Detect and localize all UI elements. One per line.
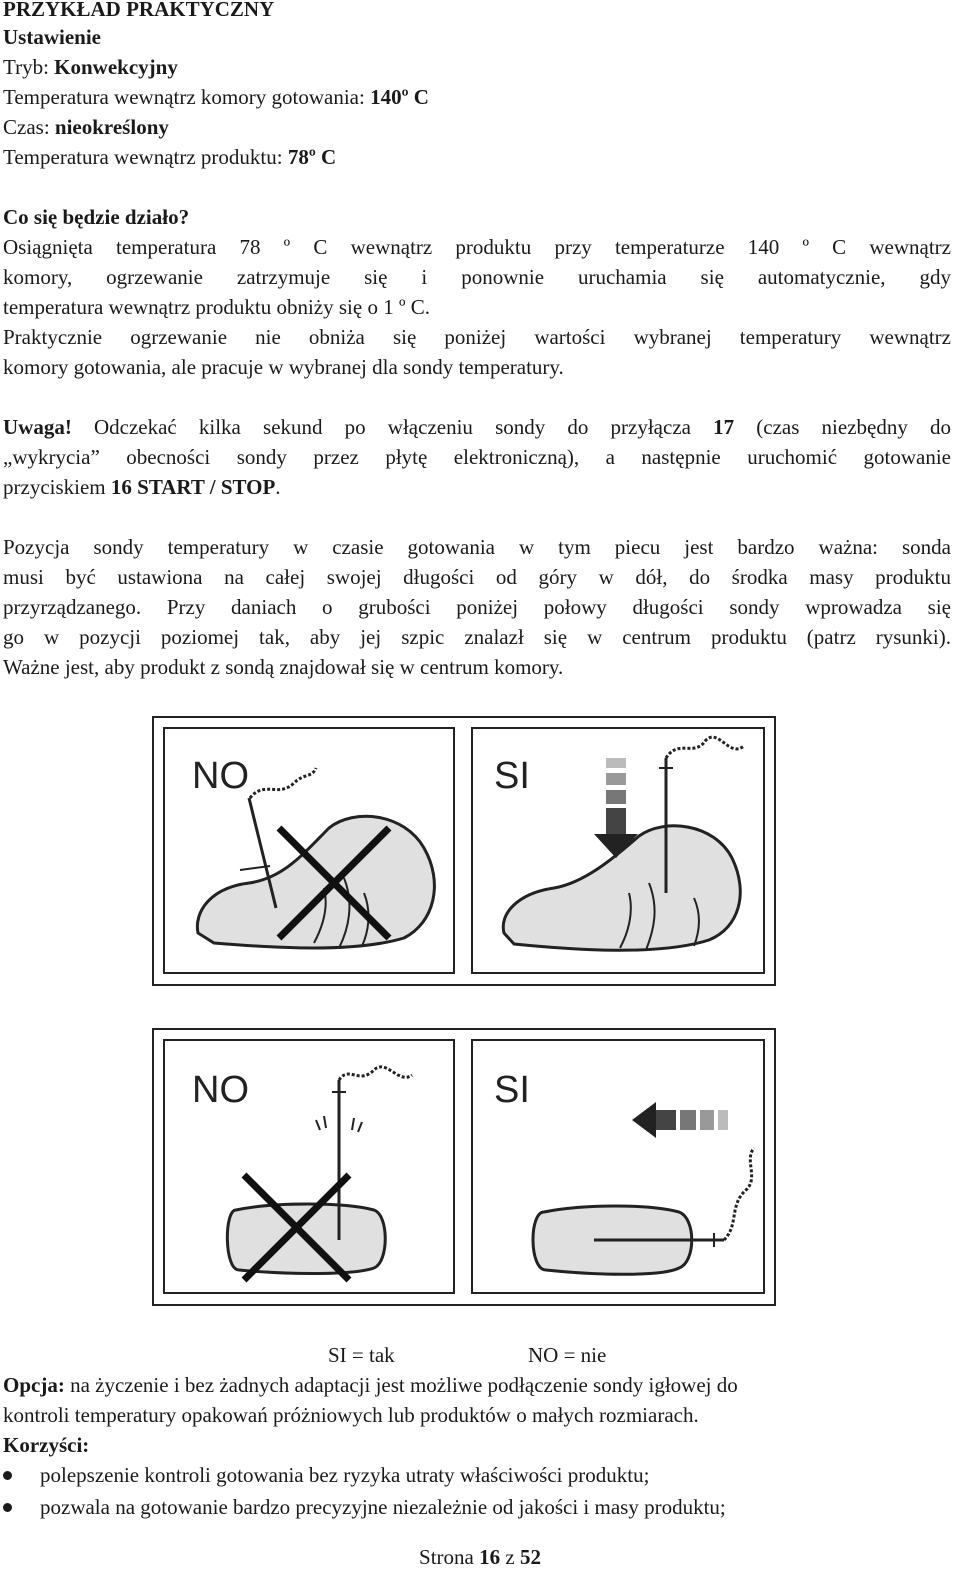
mode-line: Tryb: Konwekcyjny — [3, 55, 178, 79]
meat-roast-illustration — [197, 816, 434, 948]
probe-position-paragraph: Pozycja sondy temperatury w czasie gotowania w tym piecu jest bardzo ważna: sonda musi być ustawiona na całej swojej długości od góry w dół, do środka masy produktu przyrządzanego. Przy daniach o grubości poniżej połowy długości sondy wprowadza się go w pozycji poziomej tak, aby jej szpic znalazł się w centrum produktu (patrz rysunki). Ważne jest, aby produkt z sondą znajdował się w centrum komory. — [3, 535, 951, 679]
what-happens-heading: Co się będzie działo? — [3, 205, 190, 229]
legend-si: SI = tak — [328, 1343, 395, 1367]
page-footer: Strona 16 z 52 — [419, 1545, 541, 1569]
time-line: Czas: nieokreślony — [3, 115, 169, 139]
what-happens-paragraph-2: Praktycznie ogrzewanie nie obniża się poniżej wartości wybranej temperatury wewnątrz komory gotowania, ale pracuje w wybranej dla sondy temperatury. — [3, 325, 951, 379]
figure-panel-top — [152, 716, 776, 986]
section-title: PRZYKŁAD PRAKTYCZNY — [3, 0, 275, 21]
list-item: pozwala na gotowanie bardzo precyzyjne niezależnie od jakości i masy produktu; — [0, 1492, 960, 1524]
legend-no: NO = nie — [528, 1343, 607, 1367]
what-happens-paragraph-1: Osiągnięta temperatura 78 º C wewnątrz produktu przy temperaturze 140 º C wewnątrz komory, ogrzewanie zatrzymuje się i ponownie uruchamia się automatycznie, gdy temperatura wewnątrz produktu obniży się o 1 º C. — [3, 235, 951, 319]
list-item: polepszenie kontroli gotowania bez ryzyka utraty właściwości produktu; — [0, 1460, 960, 1492]
benefits-heading: Korzyści: — [3, 1433, 90, 1457]
figure-panel-bottom — [152, 1028, 776, 1306]
probe-diagram-bottom — [154, 1030, 774, 1304]
option-line-2: kontroli temperatury opakowań próżniowych lub produktów o małych rozmiarach. — [3, 1403, 699, 1427]
bullet-icon — [3, 1503, 12, 1512]
bullet-icon — [3, 1471, 12, 1480]
si-label-bottom: SI — [494, 1069, 530, 1111]
warning-paragraph: Uwaga! Odczekać kilka sekund po włączeniu sondy do przyłącza 17 (czas niezbędny do „wykrycia” obecności sondy przez płytę elektroniczną), a następnie uruchomić gotowanie przyciskiem 16 START / STOP. — [3, 415, 951, 499]
no-label-top: NO — [192, 755, 249, 797]
chamber-temp-line: Temperatura wewnątrz komory gotowania: 140º C — [3, 85, 429, 109]
probe-diagram-top — [154, 718, 774, 984]
page-number: 16 — [479, 1545, 501, 1569]
no-label-bottom: NO — [192, 1069, 249, 1111]
left-arrow-icon — [632, 1102, 728, 1138]
option-line-1: Opcja: na życzenie i bez żadnych adaptacji jest możliwe podłączenie sondy igłowej do — [3, 1373, 738, 1397]
benefits-list — [0, 1460, 960, 1524]
product-temp-line: Temperatura wewnątrz produktu: 78º C — [3, 145, 337, 169]
settings-heading: Ustawienie — [3, 25, 101, 49]
page-total: 52 — [519, 1545, 541, 1569]
si-label-top: SI — [494, 755, 530, 797]
